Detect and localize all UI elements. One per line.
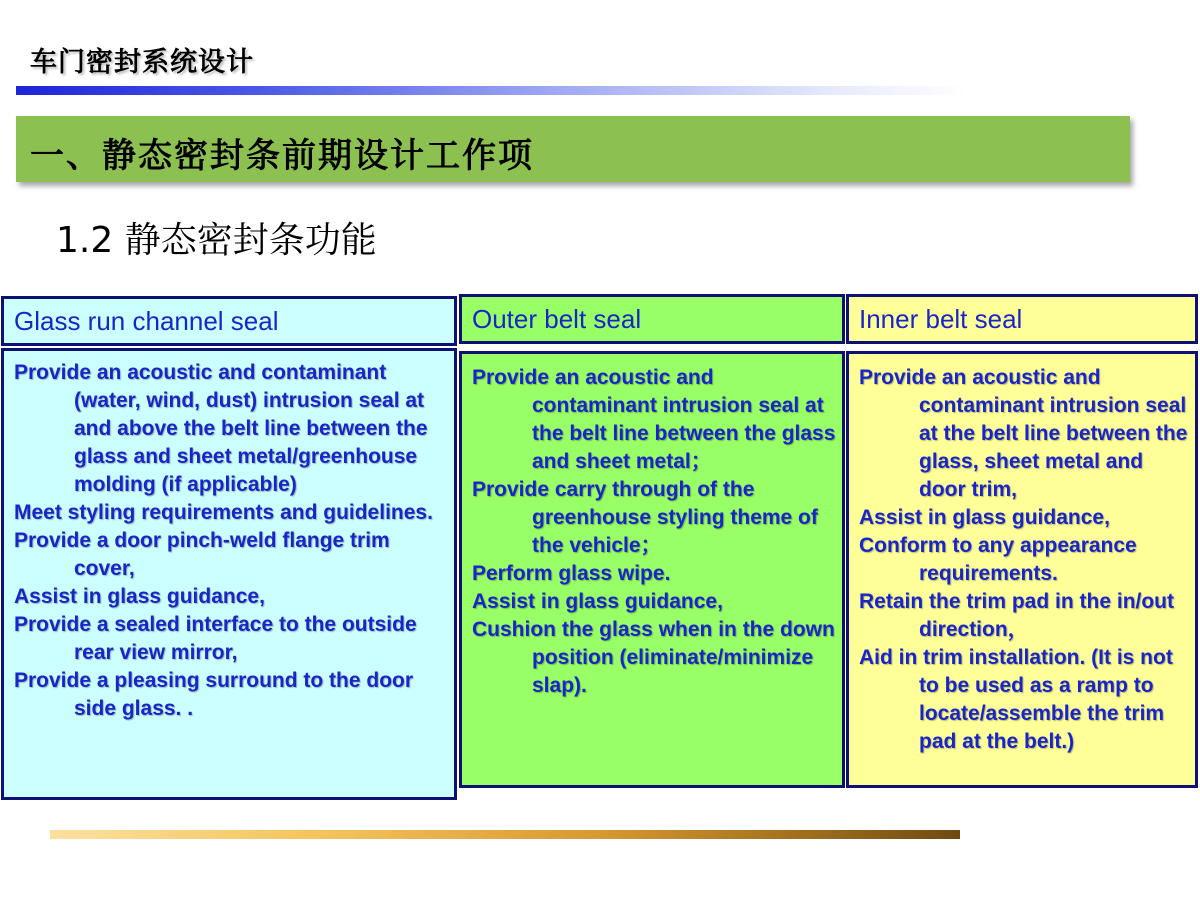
function-item: Provide a pleasing surround to the door side glass. . xyxy=(14,669,414,720)
outer-belt-seal-header: Outer belt seal xyxy=(459,294,845,344)
function-item: Aid in trim installation. (It is not to be used as a ramp to locate/assemble the trim pad at the belt.) xyxy=(859,646,1173,753)
footer-divider xyxy=(50,830,960,839)
inner-belt-seal-header: Inner belt seal xyxy=(846,294,1198,344)
function-item: Assist in glass guidance, xyxy=(859,506,1110,529)
glass-run-channel-seal-functions xyxy=(1,348,457,800)
section-banner xyxy=(16,116,1130,182)
function-item: Retain the trim pad in the in/out direction， xyxy=(859,590,1174,641)
function-item: Cushion the glass when in the down position (eliminate/minimize slap). xyxy=(472,618,835,697)
function-item: Provide carry through of the greenhouse styling theme of the vehicle； xyxy=(472,478,818,557)
function-item: Meet styling requirements and guidelines. xyxy=(14,501,433,524)
document-title: 车门密封系统设计 xyxy=(30,47,254,78)
function-item: Assist in glass guidance, xyxy=(14,585,265,608)
glass-run-channel-seal-header: Glass run channel seal xyxy=(1,296,457,346)
function-item: Provide a sealed interface to the outside rear view mirror, xyxy=(14,613,417,664)
outer-belt-seal-functions xyxy=(459,351,845,788)
function-item: Assist in glass guidance, xyxy=(472,590,723,613)
function-item: Provide an acoustic and contaminant (water, wind, dust) intrusion seal at and above the belt line between the glass and sheet metal/greenhouse molding (if applicable) xyxy=(14,361,428,496)
function-item: Perform glass wipe. xyxy=(472,562,671,585)
function-item: Provide an acoustic and contaminant intrusion seal at the belt line between the glass, sheet metal and door trim, xyxy=(859,366,1188,501)
function-item: Provide an acoustic and contaminant intrusion seal at the belt line between the glass and sheet metal； xyxy=(472,366,836,473)
function-item: Conform to any appearance requirements. xyxy=(859,534,1137,585)
subsection-title: 1.2 静态密封条功能 xyxy=(56,220,377,261)
function-item: Provide a door pinch-weld flange trim cover, xyxy=(14,529,390,580)
inner-belt-seal-functions xyxy=(846,351,1198,788)
section-title: 一、静态密封条前期设计工作项 xyxy=(30,136,534,176)
title-divider xyxy=(16,86,966,95)
